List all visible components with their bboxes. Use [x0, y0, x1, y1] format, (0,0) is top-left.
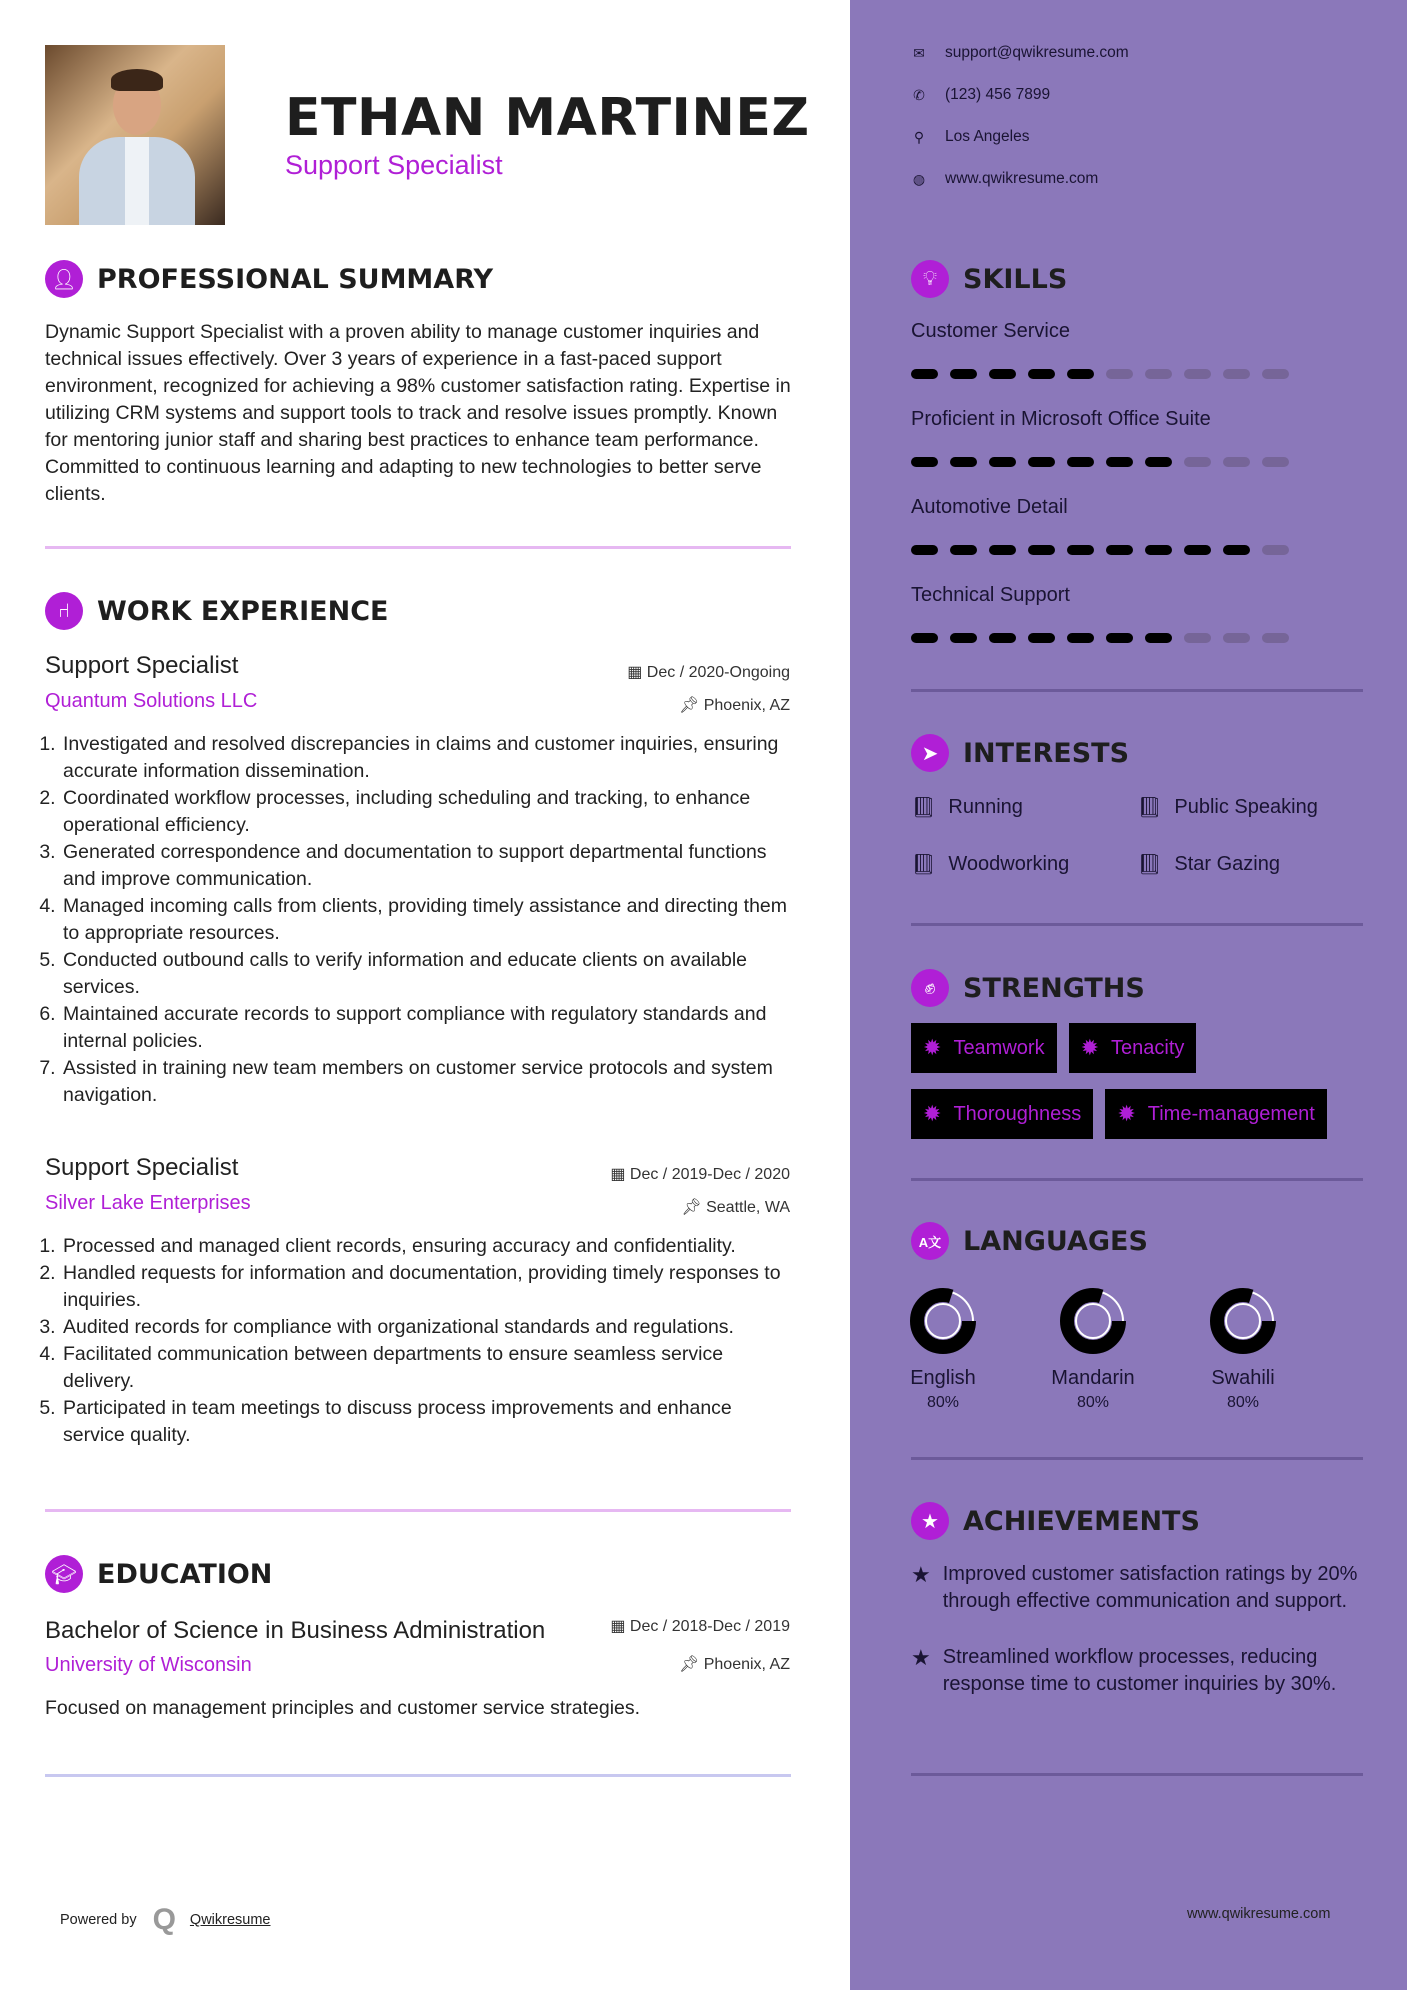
strength-tag: [911, 1089, 1093, 1139]
rating-dot: [989, 633, 1016, 643]
divider: [911, 689, 1363, 692]
list-item: 5. Participated in team meetings to discuss process improvements and enhance service quality.: [61, 1395, 795, 1449]
school: University of Wisconsin: [45, 1654, 252, 1676]
rating-dot: [1184, 633, 1211, 643]
interest-label: Public Speaking: [1174, 796, 1318, 818]
skill-rating: [911, 457, 1289, 467]
rating-dot: [1223, 633, 1250, 643]
skill-name: Customer Service: [911, 320, 1070, 342]
achievements-heading: [911, 1502, 1200, 1540]
strength-tag: [1105, 1089, 1327, 1139]
rating-dot: [989, 457, 1016, 467]
contact-item[interactable]: [911, 86, 1050, 104]
divider: [911, 923, 1363, 926]
languages-heading: [911, 1222, 1148, 1260]
skill-rating: [911, 369, 1289, 379]
calendar-icon: ▦: [627, 664, 647, 681]
rating-dot: [1145, 369, 1172, 379]
strength-tag: [911, 1023, 1057, 1073]
book-icon: 📕︎: [911, 854, 937, 876]
chair-icon: ⑁: [45, 592, 83, 630]
list-item: 1. Processed and managed client records, ensuring accuracy and confidentiality.: [61, 1233, 795, 1260]
achievement-text: Improved customer satisfaction ratings by 20% through effective communication and support.: [942, 1563, 1358, 1612]
job-location: [679, 695, 790, 715]
rating-dot: [911, 369, 938, 379]
rating-dot: [1145, 545, 1172, 555]
strengths-heading: [911, 969, 1145, 1007]
divider: [911, 1457, 1363, 1460]
interests-heading: [911, 734, 1129, 772]
contact-item[interactable]: [911, 128, 1029, 146]
contact-item[interactable]: [911, 44, 1129, 62]
job-bullets: [43, 1233, 795, 1449]
location-text: Phoenix, AZ: [703, 1656, 790, 1673]
language-donut: [1210, 1288, 1276, 1354]
job-location: [681, 1197, 790, 1217]
language-percent: 80%: [1226, 1394, 1260, 1411]
rating-dot: [1067, 457, 1094, 467]
education-location: [679, 1654, 790, 1674]
job-date: [627, 662, 790, 682]
skill-rating: [911, 633, 1289, 643]
divider: [45, 1509, 791, 1512]
education-heading: [45, 1555, 272, 1593]
language-percent: 80%: [926, 1394, 960, 1411]
calendar-icon: ▦: [610, 1618, 630, 1635]
skill-item: [911, 584, 1289, 643]
section-title: WORK EXPERIENCE: [97, 595, 389, 627]
section-title: INTERESTS: [963, 737, 1130, 769]
rating-dot: [950, 633, 977, 643]
contact-text: (123) 456 7899: [945, 86, 1051, 103]
list-item: 2. Handled requests for information and documentation, providing timely responses to inquiries.: [61, 1260, 795, 1314]
list-item: 3. Audited records for compliance with organizational standards and regulations.: [61, 1314, 795, 1341]
strength-label: Teamwork: [953, 1036, 1045, 1059]
section-title: PROFESSIONAL SUMMARY: [97, 263, 494, 295]
footer-site[interactable]: www.qwikresume.com: [1187, 1906, 1331, 1922]
rating-dot: [1184, 369, 1211, 379]
pin-icon: 📌︎: [681, 1199, 707, 1216]
company-name: Silver Lake Enterprises: [45, 1192, 251, 1214]
date-text: Dec / 2020-Ongoing: [646, 664, 790, 681]
job-title: Support Specialist: [45, 652, 239, 679]
candidate-name: ETHAN MARTINEZ: [285, 88, 810, 148]
contact-item[interactable]: [911, 170, 1098, 188]
powered-by: [60, 1903, 271, 1937]
language-donut: [910, 1288, 976, 1354]
rating-dot: [989, 545, 1016, 555]
rating-dot: [1184, 545, 1211, 555]
list-item: 7. Assisted in training new team members on customer service protocols and system navigation.: [61, 1055, 795, 1109]
interest-item: [1137, 795, 1318, 820]
pin-icon: 📌︎: [678, 1656, 704, 1673]
paper-plane-icon: ➤: [911, 734, 949, 772]
rating-dot: [950, 545, 977, 555]
strength-label: Thoroughness: [953, 1102, 1082, 1125]
rating-dot: [1106, 457, 1133, 467]
language-icon: A文: [911, 1222, 949, 1260]
strength-tag: [1069, 1023, 1197, 1073]
list-item: 6. Maintained accurate records to support compliance with regulatory standards and internal policies.: [61, 1001, 795, 1055]
interest-item: [911, 795, 1023, 820]
rating-dot: [911, 545, 938, 555]
badge-icon: ✹: [1117, 1101, 1136, 1126]
list-item: 2. Coordinated workflow processes, including scheduling and tracking, to enhance operational efficiency.: [61, 785, 795, 839]
section-title: SKILLS: [963, 263, 1068, 295]
contact-text: Los Angeles: [945, 128, 1030, 145]
skill-name: Automotive Detail: [911, 496, 1068, 518]
book-icon: 📕︎: [1137, 854, 1163, 876]
rating-dot: [1145, 457, 1172, 467]
rating-dot: [911, 633, 938, 643]
strength-label: Time-management: [1147, 1102, 1315, 1125]
interest-label: Woodworking: [948, 853, 1070, 875]
date-text: Dec / 2018-Dec / 2019: [629, 1618, 790, 1635]
section-title: LANGUAGES: [963, 1225, 1148, 1257]
rating-dot: [1106, 545, 1133, 555]
skills-heading: [911, 260, 1067, 298]
list-item: 3. Generated correspondence and documentation to support departmental functions and improve communication.: [61, 839, 795, 893]
achievement-text: Streamlined workflow processes, reducing response time to customer inquiries by 30%.: [942, 1646, 1337, 1695]
language-item: [883, 1288, 1003, 1412]
interest-label: Running: [948, 796, 1023, 818]
language-name: Swahili: [1211, 1367, 1275, 1389]
job-bullets: [43, 731, 795, 1109]
language-name: English: [910, 1367, 976, 1389]
star-icon: ★: [911, 1562, 931, 1587]
divider: [911, 1773, 1363, 1776]
job-date: [610, 1164, 790, 1184]
rating-dot: [1223, 545, 1250, 555]
rating-dot: [1223, 369, 1250, 379]
rating-dot: [1106, 633, 1133, 643]
rating-dot: [1262, 545, 1289, 555]
calendar-icon: ▦: [610, 1166, 630, 1183]
phone-icon: ✆: [913, 86, 925, 103]
language-donut: [1060, 1288, 1126, 1354]
list-item: 5. Conducted outbound calls to verify information and educate clients on available services.: [61, 947, 795, 1001]
experience-heading: [45, 592, 388, 630]
summary-text: Dynamic Support Specialist with a proven ability to manage customer inquiries and technical issues effectively. Over 3 years of experience in a fast-paced support environment, recognized for achieving a 98% customer satisfaction rating. Expertise in utilizing CRM systems and support tools to track and resolve issues promptly. Known for mentoring junior staff and sharing best practices to enhance team performance. Committed to continuous learning and adapting to new technologies to better serve clients.: [45, 321, 791, 505]
profile-photo: [45, 45, 225, 225]
rating-dot: [1067, 633, 1094, 643]
qwikresume-link[interactable]: Qwikresume: [189, 1912, 271, 1928]
rating-dot: [1106, 369, 1133, 379]
interest-item: [911, 852, 1069, 877]
map-marker-icon: ⚲: [913, 128, 925, 145]
star-icon: ★: [911, 1645, 931, 1670]
badge-icon: ✹: [923, 1035, 942, 1060]
fist-icon: ✊︎: [911, 969, 949, 1007]
location-text: Seattle, WA: [706, 1199, 790, 1216]
divider: [911, 1178, 1363, 1181]
strength-label: Tenacity: [1111, 1036, 1185, 1059]
badge-icon: ✹: [923, 1101, 942, 1126]
divider: [45, 546, 791, 549]
pin-icon: 📌︎: [678, 697, 704, 714]
graduate-icon: 🎓︎: [45, 1555, 83, 1593]
rating-dot: [1145, 633, 1172, 643]
envelope-icon: ✉: [913, 44, 925, 61]
contact-text: www.qwikresume.com: [945, 170, 1099, 187]
rating-dot: [950, 457, 977, 467]
achievement-item: [911, 1561, 1371, 1615]
degree: Bachelor of Science in Business Administration: [45, 1617, 546, 1644]
skill-item: [911, 496, 1289, 555]
rating-dot: [911, 457, 938, 467]
location-text: Phoenix, AZ: [703, 697, 790, 714]
skill-rating: [911, 545, 1289, 555]
star-badge-icon: ★: [911, 1502, 949, 1540]
rating-dot: [1262, 369, 1289, 379]
rating-dot: [1028, 369, 1055, 379]
language-name: Mandarin: [1051, 1367, 1135, 1389]
lightbulb-icon: 💡︎: [911, 260, 949, 298]
rating-dot: [1067, 545, 1094, 555]
rating-dot: [1223, 457, 1250, 467]
rating-dot: [1067, 369, 1094, 379]
education-date: [610, 1616, 790, 1636]
summary-heading: [45, 260, 493, 298]
candidate-title: Support Specialist: [285, 150, 503, 180]
language-percent: 80%: [1076, 1394, 1110, 1411]
powered-by-text: Powered by: [60, 1912, 137, 1928]
language-item: [1033, 1288, 1153, 1412]
rating-dot: [1262, 633, 1289, 643]
globe-icon: ◍: [912, 170, 926, 187]
book-icon: 📕︎: [911, 797, 937, 819]
skill-name: Proficient in Microsoft Office Suite: [911, 408, 1211, 430]
qwikresume-logo-icon: Q: [152, 1903, 176, 1936]
rating-dot: [1262, 457, 1289, 467]
skill-item: [911, 320, 1289, 379]
rating-dot: [950, 369, 977, 379]
section-title: STRENGTHS: [963, 972, 1145, 1004]
contact-text: support@qwikresume.com: [945, 44, 1129, 61]
interest-item: [1137, 852, 1280, 877]
education-text: Focused on management principles and customer service strategies.: [45, 1697, 641, 1719]
rating-dot: [1184, 457, 1211, 467]
company-name: Quantum Solutions LLC: [45, 690, 258, 712]
section-title: ACHIEVEMENTS: [963, 1505, 1200, 1537]
skill-item: [911, 408, 1289, 467]
interest-label: Star Gazing: [1174, 853, 1280, 875]
list-item: 4. Managed incoming calls from clients, providing timely assistance and directing them to appropriate resources.: [61, 893, 795, 947]
list-item: 4. Facilitated communication between departments to ensure seamless service delivery.: [61, 1341, 795, 1395]
rating-dot: [1028, 457, 1055, 467]
rating-dot: [989, 369, 1016, 379]
book-icon: 📕︎: [1137, 797, 1163, 819]
job-title: Support Specialist: [45, 1154, 239, 1181]
skill-name: Technical Support: [911, 584, 1070, 606]
rating-dot: [1028, 633, 1055, 643]
language-item: [1183, 1288, 1303, 1412]
list-item: 1. Investigated and resolved discrepancies in claims and customer inquiries, ensuring accurate information dissemination.: [61, 731, 795, 785]
rating-dot: [1028, 545, 1055, 555]
section-title: EDUCATION: [97, 1558, 273, 1590]
divider: [45, 1774, 791, 1777]
date-text: Dec / 2019-Dec / 2020: [629, 1166, 790, 1183]
badge-icon: ✹: [1080, 1035, 1100, 1060]
achievement-item: [911, 1644, 1371, 1698]
user-icon: 👤︎: [45, 260, 83, 298]
